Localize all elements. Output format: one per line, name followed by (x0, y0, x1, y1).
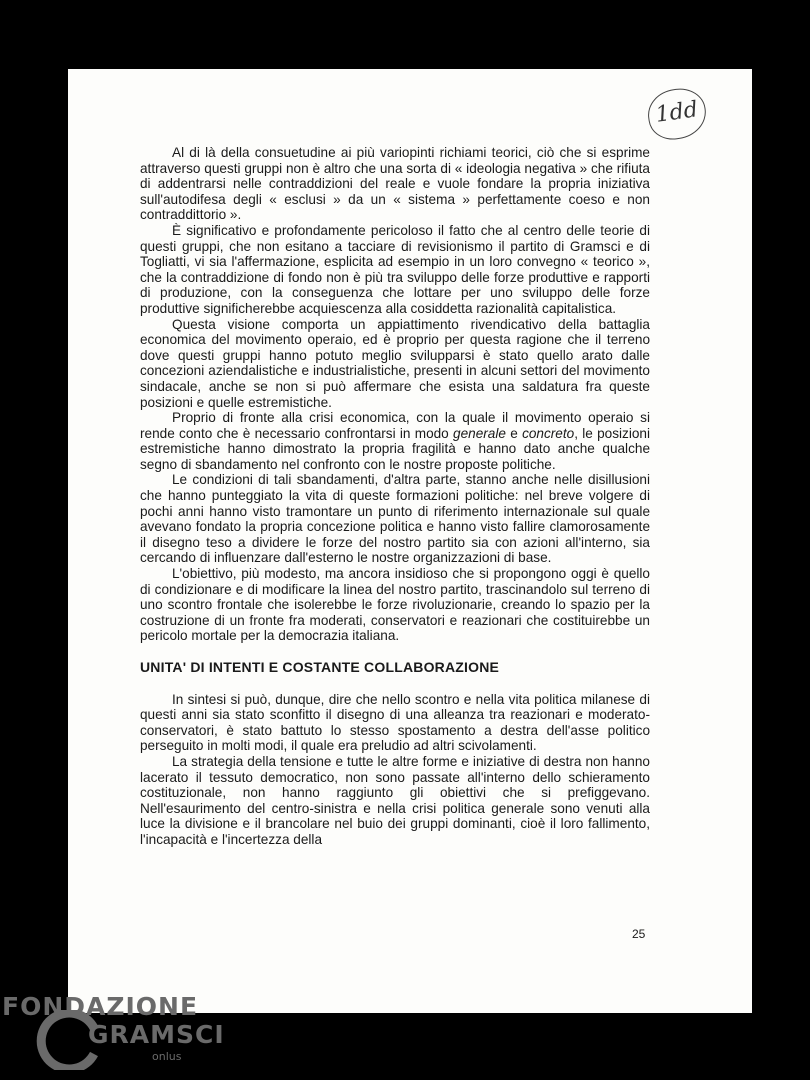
page-number: 25 (632, 927, 646, 941)
paragraph-2: È significativo e profondamente pericoloso il fatto che al centro delle teorie di questi gruppi, che non esitano a tacciare di revisionismo il partito di Gramsci e di Togliatti, vi sia l'affermazione, esplicita ad esempio in un loro convegno « teorico », che la contraddizione di fondo non è più tra sviluppo delle forze produttive e rapporti di produzione, con la conseguenza che lottare per uno sviluppo delle forze produttive significherebbe acquiescenza alla cosiddetta razionalità capitalistica. (140, 222, 650, 316)
document-body (140, 145, 650, 848)
fondazione-gramsci-watermark (2, 990, 225, 1080)
watermark-line-2: GRAMSCI (88, 1020, 225, 1049)
watermark-line-3: onlus (152, 1050, 182, 1063)
paragraph-4: Proprio di fronte alla crisi economica, con la quale il movimento operaio si rende conto che è necessario confrontarsi in modo generale e concreto, le posizioni estremistiche hanno dimostrato la propria fragilità e hanno dato anche qualche segno di sbandamento nel confronto con le nostre proposte politiche. (140, 410, 650, 472)
section-heading: UNITA' DI INTENTI E COSTANTE COLLABORAZIONE (140, 659, 500, 675)
paragraph-3: Questa visione comporta un appiattimento rivendicativo della battaglia economica del movimento operaio, ed è proprio per questa ragione che il terreno dove questi gruppi hanno potuto meglio svilupparsi è stato quello arato dalle concezioni aziendalistiche e industrialistiche, presenti in alcuni settori del movimento sindacale, anche se non si può affermare che esista una saldatura fra queste posizioni e quelle estremistiche. (140, 316, 650, 410)
paragraph-6: L'obiettivo, più modesto, ma ancora insidioso che si propongono oggi è quello di condizionare e di modificare la linea del nostro partito, trascinandolo sul terreno di uno scontro frontale che isolerebbe le forze rivoluzionarie, creando lo spazio per la costruzione di un fronte fra moderati, conservatori e reazionari che costituirebbe un pericolo mortale per la democrazia italiana. (140, 566, 650, 644)
section-paragraph-1: In sintesi si può, dunque, dire che nello scontro e nella vita politica milanese di questi anni sia stato sconfitto il disegno di una alleanza tra reazionari e moderato-conservatori, è stato battuto lo stesso spostamento a destra dell'asse politico perseguito in molti modi, il quale era preludio ad altri scivolamenti. (140, 691, 650, 754)
section-paragraph-2: La strategia della tensione e tutte le altre forme e iniziative di destra non hanno lacerato il tessuto democratico, non sono passate all'interno dello schieramento costituzionale, non hanno raggiunto gli obiettivi che si prefiggevano. Nell'esaurimento del centro-sinistra e nella crisi politica generale sono venuti alla luce la divisione e il brancolare nel buio dei gruppi dominanti, cioè il loro fallimento, l'incapacità e l'incertezza della (140, 753, 650, 847)
document-page (68, 69, 752, 1013)
handwritten-page-note: 1dd (645, 85, 709, 143)
paragraph-5: Le condizioni di tali sbandamenti, d'altra parte, stanno anche nelle disillusioni che hanno punteggiato la vita di queste formazioni politiche: nel breve volgere di pochi anni hanno visto tramontare un punto di riferimento internazionale sul quale avevano fondato la propria concezione politica e hanno visto fallire clamorosamente il disegno teso a dividere le forze del nostro partito sia con azioni all'interno, sia cercando di influenzare dall'esterno le nostre organizzazioni di base. (140, 472, 650, 566)
watermark-line-1: FONDAZIONE (2, 992, 199, 1021)
paragraph-1: Al di là della consuetudine ai più variopinti richiami teorici, ciò che si esprime attraverso questi gruppi non è altro che una sorta di « ideologia negativa » che rifiuta di addentrarsi nelle contraddizioni del reale e vuole fondare la propria iniziativa sull'autodifesa degli « esclusi » da un « sistema » perfettamente coeso e non contraddittorio ». (140, 145, 650, 223)
